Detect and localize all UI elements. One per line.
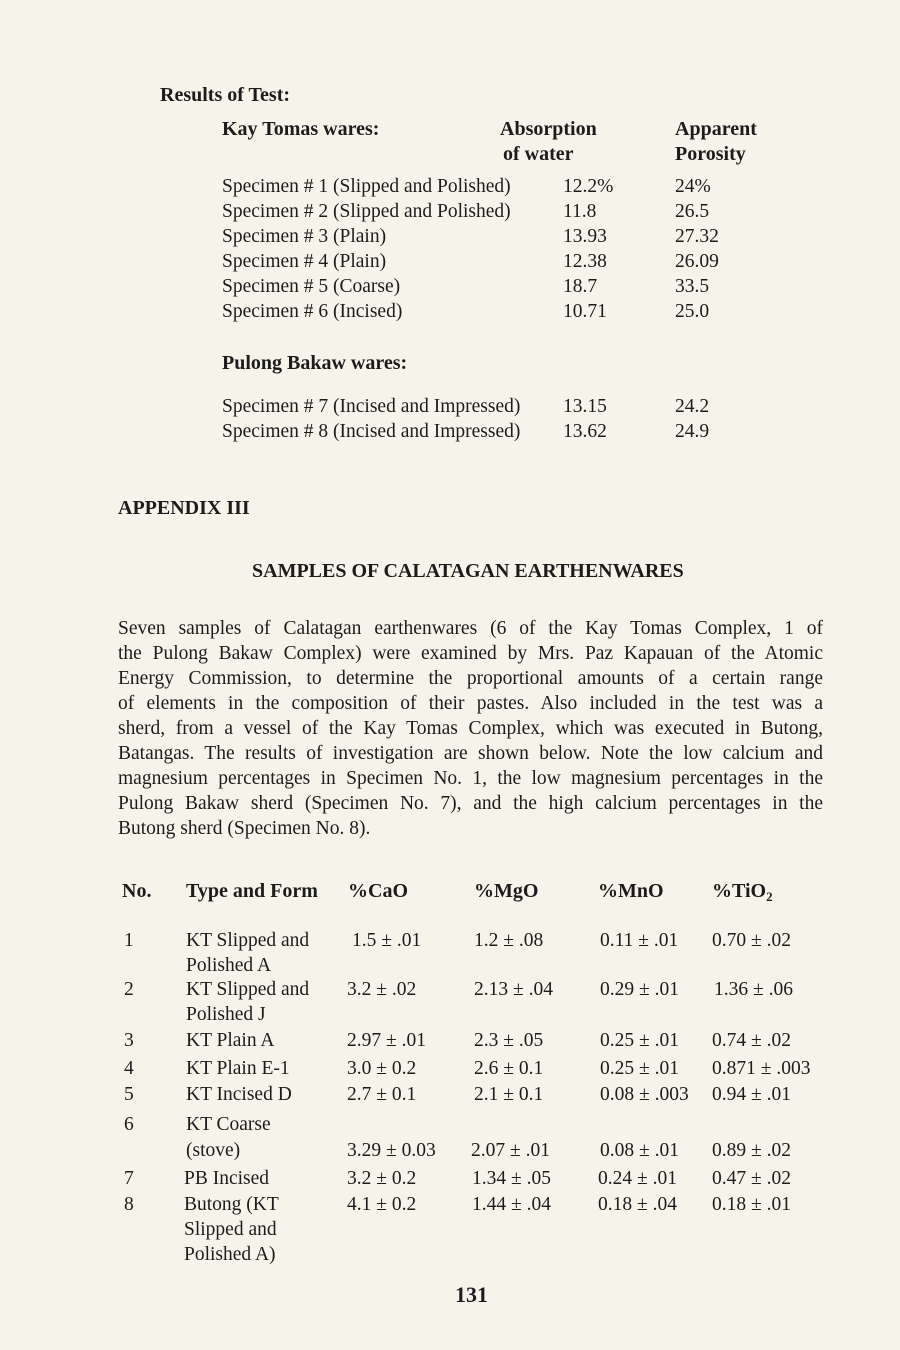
porosity-value: 25.0 xyxy=(675,301,710,322)
paragraph-line: sherd, from a vessel of the Kay Tomas Complex, which was executed in Butong, xyxy=(118,718,823,739)
appendix-label: APPENDIX III xyxy=(118,497,250,519)
row-tio: 0.47 ± .02 xyxy=(712,1168,791,1189)
paragraph-line: magnesium percentages in Specimen No. 1, the low magnesium percentages in the xyxy=(118,768,823,789)
absorption-value: 12.2% xyxy=(563,176,614,197)
absorption-value: 13.62 xyxy=(563,421,607,442)
row-mgo: 2.3 ± .05 xyxy=(474,1030,544,1051)
specimen-label: Specimen # 7 (Incised and Impressed) xyxy=(222,396,521,417)
row-cao: 2.7 ± 0.1 xyxy=(347,1084,417,1105)
row-mno: 0.25 ± .01 xyxy=(600,1030,679,1051)
row-tio: 0.70 ± .02 xyxy=(712,930,791,951)
porosity-value: 24.2 xyxy=(675,396,710,417)
specimen-label: Specimen # 3 (Plain) xyxy=(222,226,387,247)
specimen-label: Specimen # 2 (Slipped and Polished) xyxy=(222,201,511,222)
row-cao: 3.29 ± 0.03 xyxy=(347,1140,436,1161)
porosity-value: 24% xyxy=(675,176,711,197)
row-no: 2 xyxy=(124,979,134,1000)
row-mno: 0.11 ± .01 xyxy=(600,930,679,951)
row-type-line: PB Incised xyxy=(184,1168,270,1189)
absorption-value: 13.15 xyxy=(563,396,607,417)
row-mno: 0.29 ± .01 xyxy=(600,979,679,1000)
page-number: 131 xyxy=(455,1282,488,1307)
row-mgo: 2.07 ± .01 xyxy=(471,1140,550,1161)
row-no: 5 xyxy=(124,1084,134,1105)
row-mgo: 1.2 ± .08 xyxy=(474,930,544,951)
appendix-title: SAMPLES OF CALATAGAN EARTHENWARES xyxy=(252,560,684,582)
header-tio-subscript: 2 xyxy=(766,889,773,904)
row-tio: 0.94 ± .01 xyxy=(712,1084,791,1105)
absorption-value: 10.71 xyxy=(563,301,607,322)
row-tio: 0.89 ± .02 xyxy=(712,1140,791,1161)
porosity-value: 33.5 xyxy=(675,276,710,297)
row-no: 7 xyxy=(124,1168,134,1189)
row-no: 8 xyxy=(124,1194,134,1215)
row-type-line: KT Slipped and xyxy=(186,930,310,951)
row-cao: 4.1 ± 0.2 xyxy=(347,1194,417,1215)
results-heading: Results of Test: xyxy=(160,84,291,106)
row-mgo: 1.44 ± .04 xyxy=(472,1194,551,1215)
header-no: No. xyxy=(122,880,152,902)
row-mno: 0.08 ± .01 xyxy=(600,1140,679,1161)
porosity-header-line1: Apparent xyxy=(675,118,757,140)
row-type-line: Polished J xyxy=(186,1004,266,1025)
row-no: 4 xyxy=(124,1058,134,1079)
header-mno: %MnO xyxy=(598,880,664,902)
porosity-header-line2: Porosity xyxy=(675,143,746,165)
row-mgo: 2.13 ± .04 xyxy=(474,979,553,1000)
paragraph-line: Pulong Bakaw sherd (Specimen No. 7), and the high calcium percentages in the xyxy=(118,793,823,814)
row-tio: 0.74 ± .02 xyxy=(712,1030,791,1051)
row-mno: 0.08 ± .003 xyxy=(600,1084,689,1105)
header-tio xyxy=(712,879,773,904)
pulong-bakaw-label: Pulong Bakaw wares: xyxy=(222,352,408,374)
porosity-value: 26.09 xyxy=(675,251,719,272)
paragraph-line: Energy Commission, to determine the proportional amounts of a certain range xyxy=(118,668,823,689)
paragraph-line: Seven samples of Calatagan earthenwares (6 of the Kay Tomas Complex, 1 of xyxy=(118,618,823,639)
row-mno: 0.18 ± .04 xyxy=(598,1194,677,1215)
specimen-label: Specimen # 6 (Incised) xyxy=(222,301,403,322)
porosity-value: 27.32 xyxy=(675,226,719,247)
row-mno: 0.24 ± .01 xyxy=(598,1168,677,1189)
absorption-value: 12.38 xyxy=(563,251,607,272)
row-no: 6 xyxy=(124,1114,134,1135)
specimen-label: Specimen # 5 (Coarse) xyxy=(222,276,401,297)
row-type-line: KT Coarse xyxy=(186,1114,271,1135)
row-cao: 3.0 ± 0.2 xyxy=(347,1058,417,1079)
row-type-line: (stove) xyxy=(186,1140,241,1161)
row-type-line: KT Plain E-1 xyxy=(186,1058,290,1079)
appendix-paragraph xyxy=(118,616,823,841)
paragraph-line: the Pulong Bakaw Complex) were examined by Mrs. Paz Kapauan of the Atomic xyxy=(118,643,823,664)
row-mgo: 2.6 ± 0.1 xyxy=(474,1058,544,1079)
row-type-line: Slipped and xyxy=(184,1219,277,1240)
porosity-value: 24.9 xyxy=(675,421,710,442)
absorption-value: 11.8 xyxy=(563,201,597,222)
row-mgo: 1.34 ± .05 xyxy=(472,1168,551,1189)
absorption-value: 13.93 xyxy=(563,226,607,247)
row-mno: 0.25 ± .01 xyxy=(600,1058,679,1079)
header-cao: %CaO xyxy=(348,880,408,902)
kay-tomas-label: Kay Tomas wares: xyxy=(222,118,380,140)
row-cao: 3.2 ± .02 xyxy=(347,979,417,1000)
absorption-header-line2: of water xyxy=(503,143,574,165)
row-type-line: KT Incised D xyxy=(186,1084,292,1105)
row-type-line: Polished A xyxy=(186,955,272,976)
row-no: 1 xyxy=(124,930,134,951)
header-mgo: %MgO xyxy=(474,880,539,902)
row-type-line: KT Plain A xyxy=(186,1030,275,1051)
header-tio-text: %TiO xyxy=(712,880,767,902)
absorption-value: 18.7 xyxy=(563,276,598,297)
row-cao: 1.5 ± .01 xyxy=(352,930,422,951)
header-type: Type and Form xyxy=(186,880,318,902)
row-tio: 1.36 ± .06 xyxy=(714,979,793,1000)
specimen-label: Specimen # 8 (Incised and Impressed) xyxy=(222,421,521,442)
row-tio: 0.18 ± .01 xyxy=(712,1194,791,1215)
absorption-header-line1: Absorption xyxy=(500,118,597,140)
row-no: 3 xyxy=(124,1030,134,1051)
specimen-label: Specimen # 1 (Slipped and Polished) xyxy=(222,176,511,197)
row-cao: 2.97 ± .01 xyxy=(347,1030,426,1051)
paragraph-line: of elements in the composition of their pastes. Also included in the test was a xyxy=(118,693,823,714)
row-mgo: 2.1 ± 0.1 xyxy=(474,1084,544,1105)
row-cao: 3.2 ± 0.2 xyxy=(347,1168,417,1189)
row-type-line: Polished A) xyxy=(184,1244,276,1265)
row-type-line: KT Slipped and xyxy=(186,979,310,1000)
row-type-line: Butong (KT xyxy=(184,1194,279,1215)
specimen-label: Specimen # 4 (Plain) xyxy=(222,251,387,272)
row-tio: 0.871 ± .003 xyxy=(712,1058,811,1079)
paragraph-line: Batangas. The results of investigation are shown below. Note the low calcium and xyxy=(118,743,823,764)
paragraph-line: Butong sherd (Specimen No. 8). xyxy=(118,818,371,839)
porosity-value: 26.5 xyxy=(675,201,710,222)
